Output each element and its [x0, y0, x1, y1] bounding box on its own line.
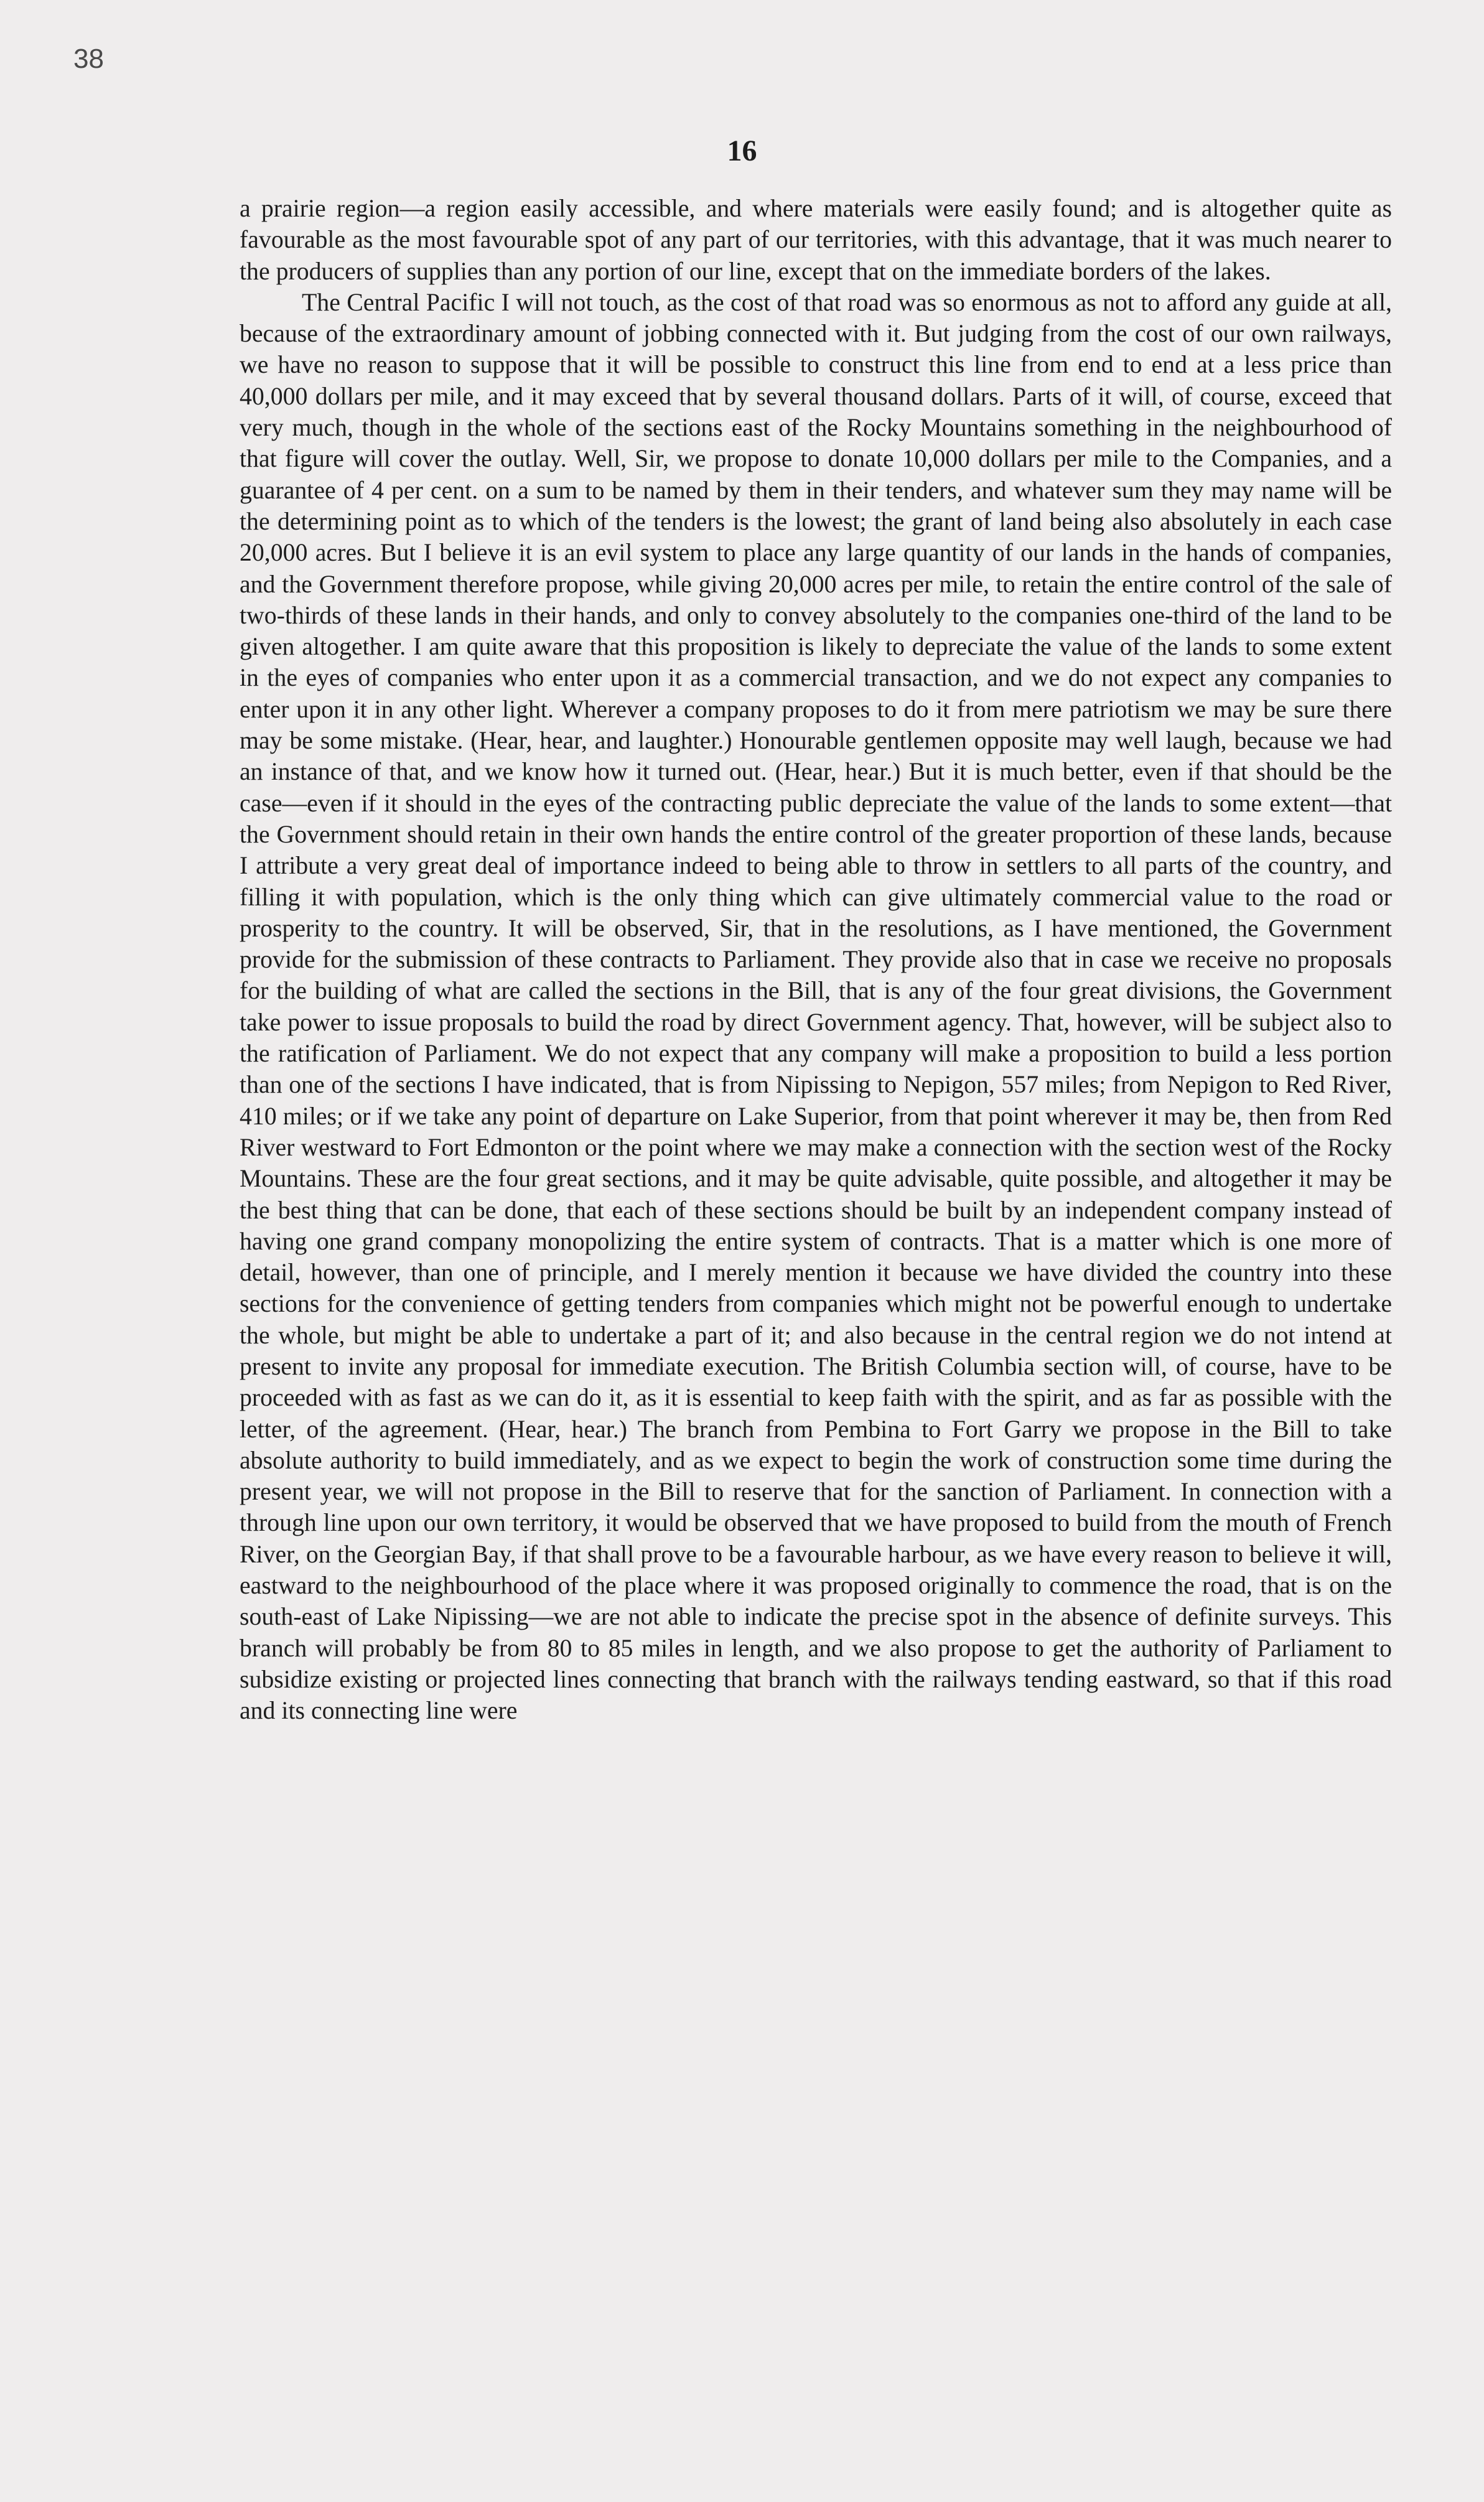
scan-page-number: 38 — [73, 44, 104, 74]
body-text — [240, 193, 1392, 1727]
paragraph: a prairie region—a region easily accessible, and where materials were easily found; and is altogether quite as favourable as the most favourable spot of any part of our territories, with this advantage, that it was much nearer to the producers of supplies than any portion of our line, except that on the immediate borders of the lakes. — [240, 195, 1392, 285]
page-number: 16 — [727, 134, 757, 167]
paragraph: The Central Pacific I will not touch, as the cost of that road was so enormous as not to afford any guide at all, because of the extraordinary amount of jobbing connected with it. But judging from the cost of our own railways, we have no reason to suppose that it will be possible to construct this line from end to end at a less price than 40,000 dollars per mile, and it may exceed that by several thousand dollars. Parts of it will, of course, exceed that very much, though in the whole of the sections east of the Rocky Mountains something in the neighbourhood of that figure will cover the outlay. Well, Sir, we propose to donate 10,000 dollars per mile to the Companies, and a guarantee of 4 per cent. on a sum to be named by them in their tenders, and whatever sum they may name will be the determining point as to which of the tenders is the lowest; the grant of land being also absolutely in each case 20,000 acres. But I believe it is an evil system to place any large quantity of our lands in the hands of companies, and the Government therefore propose, while giving 20,000 acres per mile, to retain the entire control of the sale of two-thirds of these lands in their hands, and only to convey absolutely to the companies one-third of the land to be given altogether. I am quite aware that this proposition is likely to depreciate the value of the lands to some extent in the eyes of companies who enter upon it as a commercial transaction, and we do not expect any companies to enter upon it in any other light. Wherever a company proposes to do it from mere patriotism we may be sure there may be some mistake. (Hear, hear, and laughter.) Honourable gentlemen opposite may well laugh, because we had an instance of that, and we know how it turned out. (Hear, hear.) But it is much better, even if that should be the case—even if it should in the eyes of the contracting public depreciate the value of the lands to some extent—that the Government should retain in their own hands the entire control of the greater proportion of these lands, because I attribute a very great deal of importance indeed to being able to throw in settlers to all parts of the country, and filling it with population, which is the only thing which can give ultimately commercial value to the road or prosperity to the country. It will be observed, Sir, that in the resolutions, as I have mentioned, the Government provide for the submission of these contracts to Parliament. They provide also that in case we receive no proposals for the building of what are called the sections in the Bill, that is any of the four great divisions, the Government take power to issue proposals to build the road by direct Government agency. That, however, will be subject also to the ratification of Parliament. We do not expect that any company will make a proposition to build a less portion than one of the sections I have indicated, that is from Nipissing to Nepigon, 557 miles; from Nepigon to Red River, 410 miles; or if we take any point of departure on Lake Superior, from that point wherever it may be, then from Red River westward to Fort Edmonton or the point where we may make a connection with the section west of the Rocky Mountains. These are the four great sections, and it may be quite advisable, quite possible, and altogether it may be the best thing that can be done, that each of these sections should be built by an independent company instead of having one grand company monopolizing the entire system of contracts. That is a matter which is one more of detail, however, than one of principle, and I merely mention it because we have divided the country into these sections for the convenience of getting tenders from companies which might not be powerful enough to undertake the whole, but might be able to undertake a part of it; and also because in the central region we do not intend at present to invite any proposal for immediate execution. The British Columbia section will, of course, have to be proceeded with as fast as we can do it, as it is essential to keep faith with the spirit, and as far as possible with the letter, of the agreement. (Hear, hear.) The branch from Pembina to Fort Garry we propose in the Bill to take absolute authority to build immediately, and as we expect to begin the work of construction some time during the present year, we will not propose in the Bill to reserve that for the sanction of Parliament. In connection with a through line upon our own territory, it would be observed that we have proposed to build from the mouth of French River, on the Georgian Bay, if that shall prove to be a favourable harbour, as we have every reason to believe it will, eastward to the neighbourhood of the place where it was proposed originally to commence the road, that is on the south-east of Lake Nipissing—we are not able to indicate the precise spot in the absence of definite surveys. This branch will probably be from 80 to 85 miles in length, and we also propose to get the authority of Parliament to subsidize existing or projected lines connecting that branch with the railways tending eastward, so that if this road and its connecting line were — [240, 288, 1392, 1725]
